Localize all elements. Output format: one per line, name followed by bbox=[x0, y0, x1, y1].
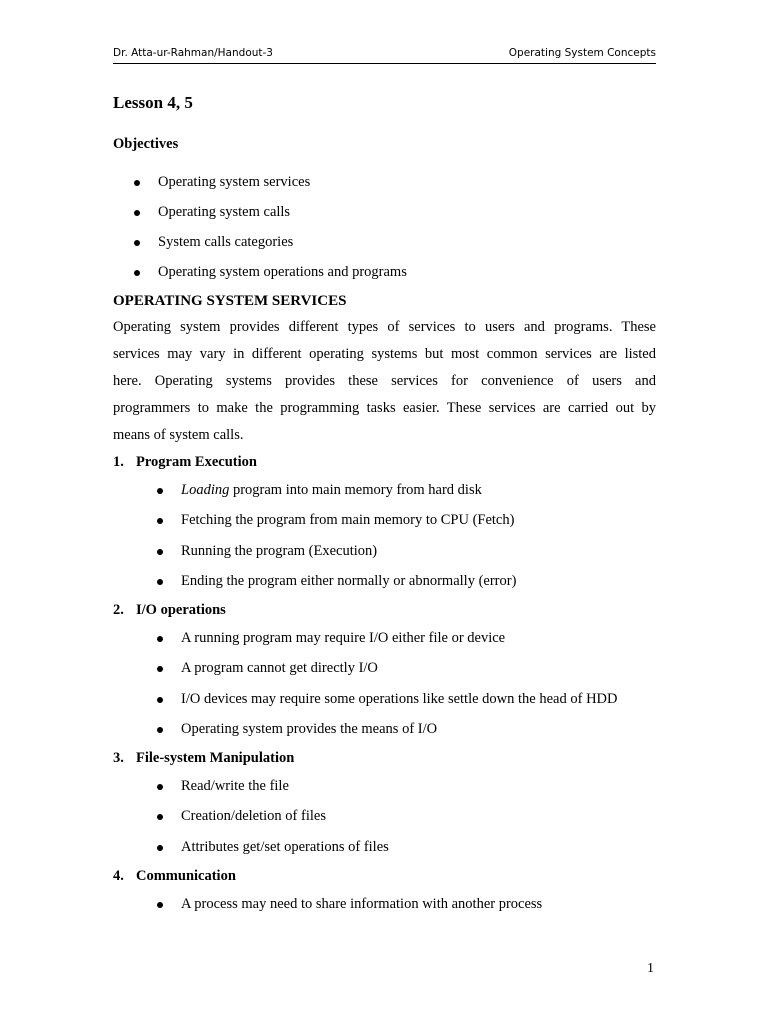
paragraph-line: services may vary in different operating systems but most common services are listed bbox=[113, 346, 656, 362]
section-file-system bbox=[113, 750, 294, 767]
list-item: Read/write the file bbox=[181, 778, 289, 795]
section-io-operations bbox=[113, 602, 226, 619]
section-title: I/O operations bbox=[136, 602, 226, 618]
paragraph-line: Operating system provides different types of services to users and programs. These bbox=[113, 319, 656, 335]
objective-item: System calls categories bbox=[158, 234, 293, 251]
paragraph-line: programmers to make the programming tasks easier. These services are carried out by bbox=[113, 400, 656, 416]
bullet-icon bbox=[157, 845, 163, 851]
paragraph-line: here. Operating systems provides these services for convenience of users and bbox=[113, 373, 656, 389]
bullet-icon bbox=[157, 902, 163, 908]
objective-item: Operating system calls bbox=[158, 204, 290, 221]
list-item: A running program may require I/O either file or device bbox=[181, 630, 505, 647]
objective-item: Operating system services bbox=[158, 174, 310, 191]
list-item: Creation/deletion of files bbox=[181, 808, 326, 825]
bullet-icon bbox=[157, 518, 163, 524]
bullet-icon bbox=[157, 488, 163, 494]
section-heading: OPERATING SYSTEM SERVICES bbox=[113, 293, 347, 309]
bullet-icon bbox=[134, 270, 140, 276]
bullet-icon bbox=[134, 240, 140, 246]
bullet-icon bbox=[157, 697, 163, 703]
list-item: A process may need to share information with another process bbox=[181, 896, 542, 913]
bullet-icon bbox=[157, 727, 163, 733]
list-item: I/O devices may require some operations like settle down the head of HDD bbox=[181, 691, 617, 708]
objectives-heading: Objectives bbox=[113, 136, 179, 152]
page-header bbox=[113, 45, 656, 64]
list-item: Ending the program either normally or abnormally (error) bbox=[181, 573, 516, 590]
list-item: Loading program into main memory from hard disk bbox=[181, 482, 482, 499]
page-number: 1 bbox=[647, 961, 654, 976]
bullet-icon bbox=[134, 210, 140, 216]
bullet-icon bbox=[157, 549, 163, 555]
list-item: Attributes get/set operations of files bbox=[181, 839, 389, 856]
section-title: Program Execution bbox=[136, 454, 257, 470]
bullet-icon bbox=[134, 180, 140, 186]
header-course: Operating System Concepts bbox=[508, 47, 656, 59]
list-item: Running the program (Execution) bbox=[181, 543, 377, 560]
list-item: Operating system provides the means of I/O bbox=[181, 721, 437, 738]
section-communication bbox=[113, 868, 236, 885]
objective-item: Operating system operations and programs bbox=[158, 264, 407, 281]
header-author: Dr. Atta-ur-Rahman/Handout-3 bbox=[113, 47, 273, 59]
section-title: File-system Manipulation bbox=[136, 750, 295, 766]
list-item: A program cannot get directly I/O bbox=[181, 660, 378, 677]
bullet-icon bbox=[157, 636, 163, 642]
section-number: 3. bbox=[113, 750, 124, 766]
bullet-icon bbox=[157, 579, 163, 585]
bullet-icon bbox=[157, 814, 163, 820]
intro-paragraph bbox=[113, 314, 656, 449]
section-program-execution bbox=[113, 454, 257, 471]
paragraph-line: means of system calls. bbox=[113, 427, 244, 443]
section-number: 4. bbox=[113, 868, 124, 884]
bullet-icon bbox=[157, 666, 163, 672]
bullet-icon bbox=[157, 784, 163, 790]
lesson-title: Lesson 4, 5 bbox=[113, 93, 193, 112]
section-title: Communication bbox=[136, 868, 236, 884]
section-number: 2. bbox=[113, 602, 124, 618]
list-item: Fetching the program from main memory to CPU (Fetch) bbox=[181, 512, 514, 529]
section-number: 1. bbox=[113, 454, 124, 470]
